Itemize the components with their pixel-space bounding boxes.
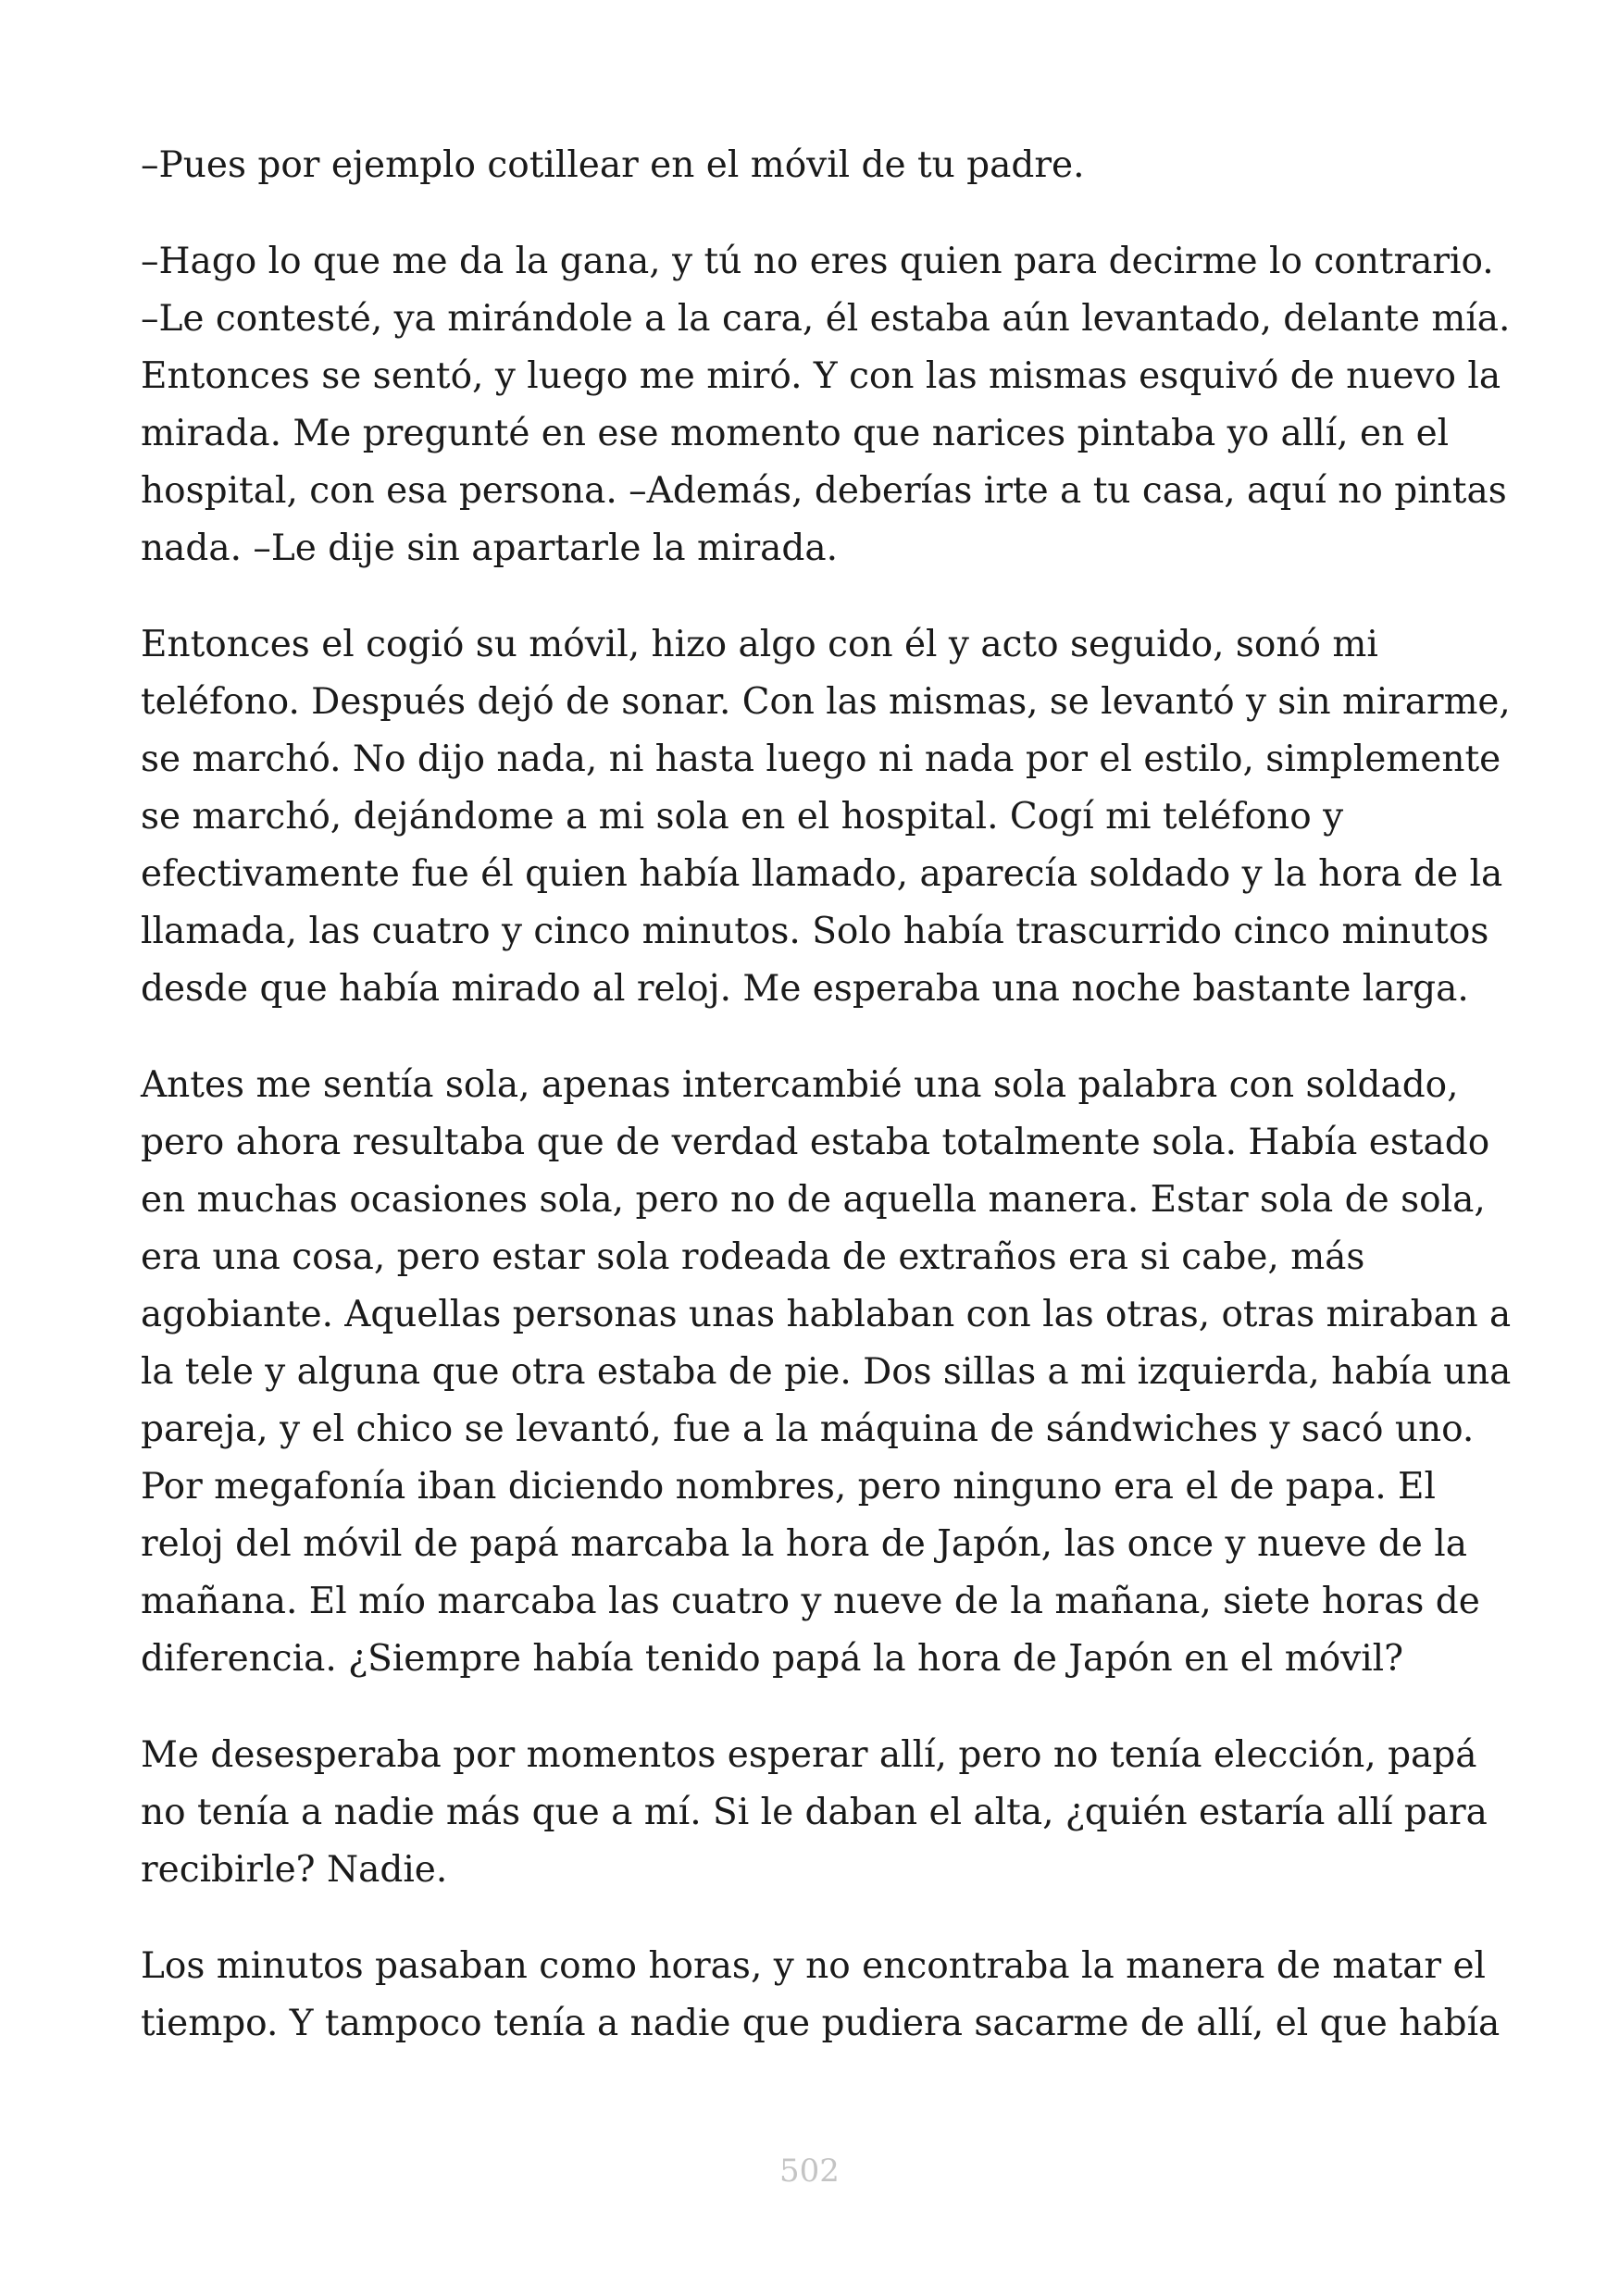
text-line: se marchó. No dijo nada, ni hasta luego ni nada por el estilo, simplemente: [141, 738, 1501, 780]
paragraph: [141, 1727, 1511, 1899]
paragraph: [141, 233, 1511, 577]
text-line: recibirle? Nadie.: [141, 1849, 448, 1891]
text-line: en muchas ocasiones sola, pero no de aquella manera. Estar sola de sola,: [141, 1179, 1486, 1221]
text-line: se marchó, dejándome a mi sola en el hospital. Cogí mi teléfono y: [141, 796, 1344, 838]
paragraph: [141, 1057, 1511, 1688]
text-line: reloj del móvil de papá marcaba la hora de Japón, las once y nueve de la: [141, 1523, 1467, 1565]
text-line: la tele y alguna que otra estaba de pie. Dos sillas a mi izquierda, había una: [141, 1351, 1512, 1393]
body-text: [141, 137, 1511, 2091]
text-line: llamada, las cuatro y cinco minutos. Solo había trascurrido cinco minutos: [141, 911, 1489, 952]
text-line: era una cosa, pero estar sola rodeada de extraños era si cabe, más: [141, 1236, 1365, 1278]
text-line: Entonces se sentó, y luego me miró. Y con las mismas esquivó de nuevo la: [141, 355, 1501, 397]
paragraph: [141, 1938, 1511, 2053]
text-line: no tenía a nadie más que a mí. Si le daban el alta, ¿quién estaría allí para: [141, 1792, 1488, 1833]
text-line: pareja, y el chico se levantó, fue a la máquina de sándwiches y sacó uno.: [141, 1409, 1475, 1450]
text-line: –Le contesté, ya mirándole a la cara, él estaba aún levantado, delante mía.: [141, 298, 1511, 340]
text-line: tiempo. Y tampoco tenía a nadie que pudiera sacarme de allí, el que había: [141, 2003, 1501, 2044]
text-line: Los minutos pasaban como horas, y no encontraba la manera de matar el: [141, 1945, 1487, 1987]
text-line: –Pues por ejemplo cotillear en el móvil de tu padre.: [141, 144, 1085, 186]
text-line: Entonces el cogió su móvil, hizo algo con él y acto seguido, sonó mi: [141, 624, 1378, 665]
text-line: hospital, con esa persona. –Además, deberías irte a tu casa, aquí no pintas: [141, 470, 1507, 512]
text-line: Por megafonía iban diciendo nombres, pero ninguno era el de papa. El: [141, 1466, 1436, 1508]
text-line: desde que había mirado al reloj. Me esperaba una noche bastante larga.: [141, 968, 1469, 1010]
paragraph: [141, 616, 1511, 1018]
text-line: agobiante. Aquellas personas unas hablaban con las otras, otras miraban a: [141, 1294, 1512, 1335]
text-line: mirada. Me pregunté en ese momento que narices pintaba yo allí, en el: [141, 413, 1450, 454]
text-line: diferencia. ¿Siempre había tenido papá la hora de Japón en el móvil?: [141, 1638, 1404, 1680]
paragraph: [141, 137, 1511, 194]
text-line: pero ahora resultaba que de verdad estaba totalmente sola. Había estado: [141, 1122, 1490, 1163]
text-line: efectivamente fue él quien había llamado, aparecía soldado y la hora de la: [141, 853, 1503, 895]
text-line: nada. –Le dije sin apartarle la mirada.: [141, 527, 838, 569]
text-line: Me desesperaba por momentos esperar allí, pero no tenía elección, papá: [141, 1734, 1477, 1776]
text-line: teléfono. Después dejó de sonar. Con las mismas, se levantó y sin mirarme,: [141, 681, 1511, 723]
text-line: mañana. El mío marcaba las cuatro y nueve de la mañana, siete horas de: [141, 1581, 1480, 1622]
text-line: –Hago lo que me da la gana, y tú no eres quien para decirme lo contrario.: [141, 241, 1494, 282]
text-line: Antes me sentía sola, apenas intercambié una sola palabra con soldado,: [141, 1064, 1459, 1106]
page-number: 502: [779, 2153, 840, 2190]
